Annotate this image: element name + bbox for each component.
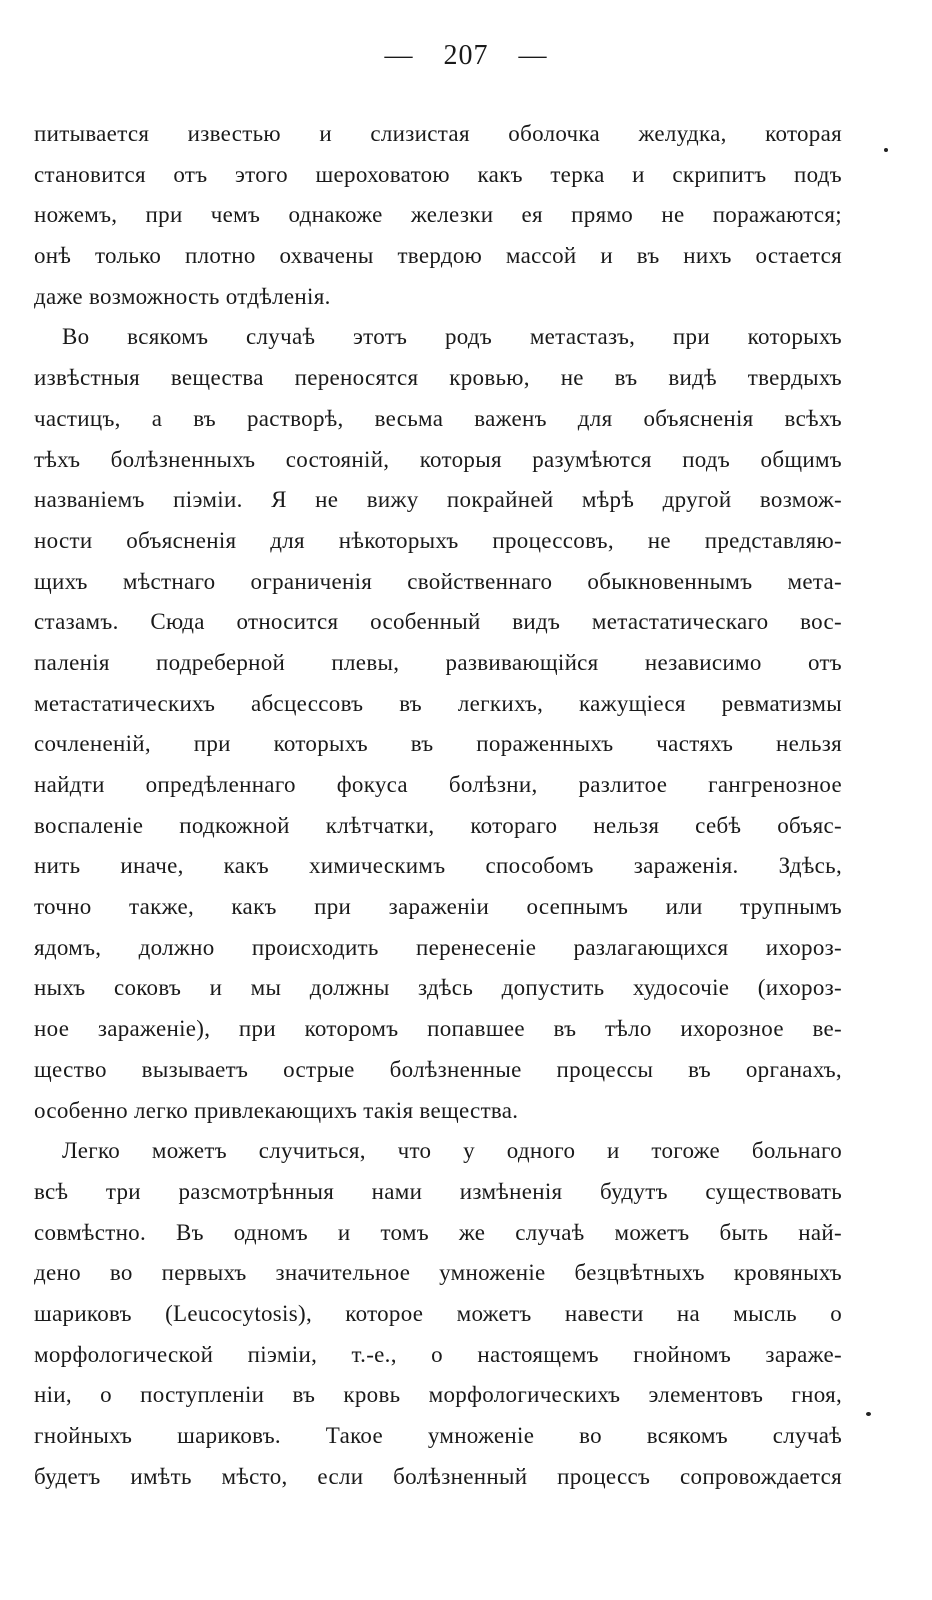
print-speck [866,1412,871,1416]
text-line: Во всякомъ случаѣ этотъ родъ метастазъ, при которыхъ [62,324,842,350]
text-line: Легко можетъ случиться, что у одного и тогоже больнаго [62,1138,842,1164]
text-line: даже возможность отдѣленія. [34,283,331,309]
page-number: 207 [443,40,489,71]
text-line: морфологической піэміи, т.-е., о настоящемъ гнойномъ зараже- [34,1341,842,1367]
text-line: дено во первыхъ значительное умноженіе безцвѣтныхъ кровяныхъ [34,1260,842,1286]
text-line: воспаленіе подкожной клѣтчатки, котораго нельзя себѣ объяс- [34,812,842,838]
text-line: онѣ только плотно охвачены твердою массой и въ нихъ остается [34,243,842,269]
text-line: ныхъ соковъ и мы должны здѣсь допустить худосочіе (ихороз- [34,975,842,1001]
text-line: питывается известью и слизистая оболочка желудка, которая [34,121,842,146]
text-line: ное зараженіе), при которомъ попавшее въ тѣло ихорозное ве- [34,1016,842,1042]
text-line: названіемъ піэміи. Я не вижу покрайней мѣрѣ другой возмож- [34,487,842,513]
text-line: особенно легко привлекающихъ такія вещества. [34,1097,519,1123]
print-speck [884,148,888,152]
text-line: становится отъ этого шероховатою какъ терка и скрипитъ подъ [34,161,842,187]
text-line: всѣ три разсмотрѣнныя нами измѣненія будутъ существовать [34,1178,842,1204]
text-line: гнойныхъ шариковъ. Такое умноженіе во всякомъ случаѣ [34,1423,842,1448]
text-line: шариковъ (Leucocytosis), которое можетъ навести на мысль о [34,1300,842,1326]
header-dash-right: — [518,40,548,71]
text-line: тѣхъ болѣзненныхъ состояній, которыя разумѣются подъ общимъ [34,446,842,472]
text-line: извѣстныя вещества переносятся кровью, не въ видѣ твердыхъ [34,365,842,391]
body-text [34,114,842,1497]
text-line: ножемъ, при чемъ однакоже железки ея прямо не поражаются; [34,202,842,228]
text-line: стазамъ. Сюда относится особенный видъ метастатическаго вос- [34,609,842,635]
text-line: найдти опредѣленнаго фокуса болѣзни, разлитое гангренозное [34,772,842,797]
text-line: паленія подреберной плевы, развивающійся независимо отъ [34,649,842,675]
text-line: нить иначе, какъ химическимъ способомъ зараженія. Здѣсь, [34,853,842,879]
text-line: будетъ имѣть мѣсто, если болѣзненный процессъ сопровождается [34,1463,842,1489]
text-line: частицъ, а въ растворѣ, весьма важенъ для объясненія всѣхъ [34,405,842,431]
page-header [0,40,932,72]
header-dash-left: — [384,40,414,71]
text-line: ніи, о поступленіи въ кровь морфологическихъ элементовъ гноя, [34,1382,842,1408]
text-line: совмѣстно. Въ одномъ и томъ же случаѣ можетъ быть най- [34,1219,842,1245]
text-line: ядомъ, должно происходить перенесеніе разлагающихся ихороз- [34,934,842,960]
text-line: щихъ мѣстнаго ограниченія свойственнаго обыкновеннымъ мета- [34,568,842,594]
text-line: ности объясненія для нѣкоторыхъ процессовъ, не представляю- [34,527,842,553]
text-line: сочлененій, при которыхъ въ пораженныхъ частяхъ нельзя [34,731,842,757]
text-line: метастатическихъ абсцессовъ въ легкихъ, кажущіеся ревматизмы [34,690,842,716]
text-line: щество вызываетъ острые болѣзненные процессы въ органахъ, [34,1056,842,1082]
text-line: точно также, какъ при зараженіи осепнымъ или трупнымъ [34,894,842,920]
